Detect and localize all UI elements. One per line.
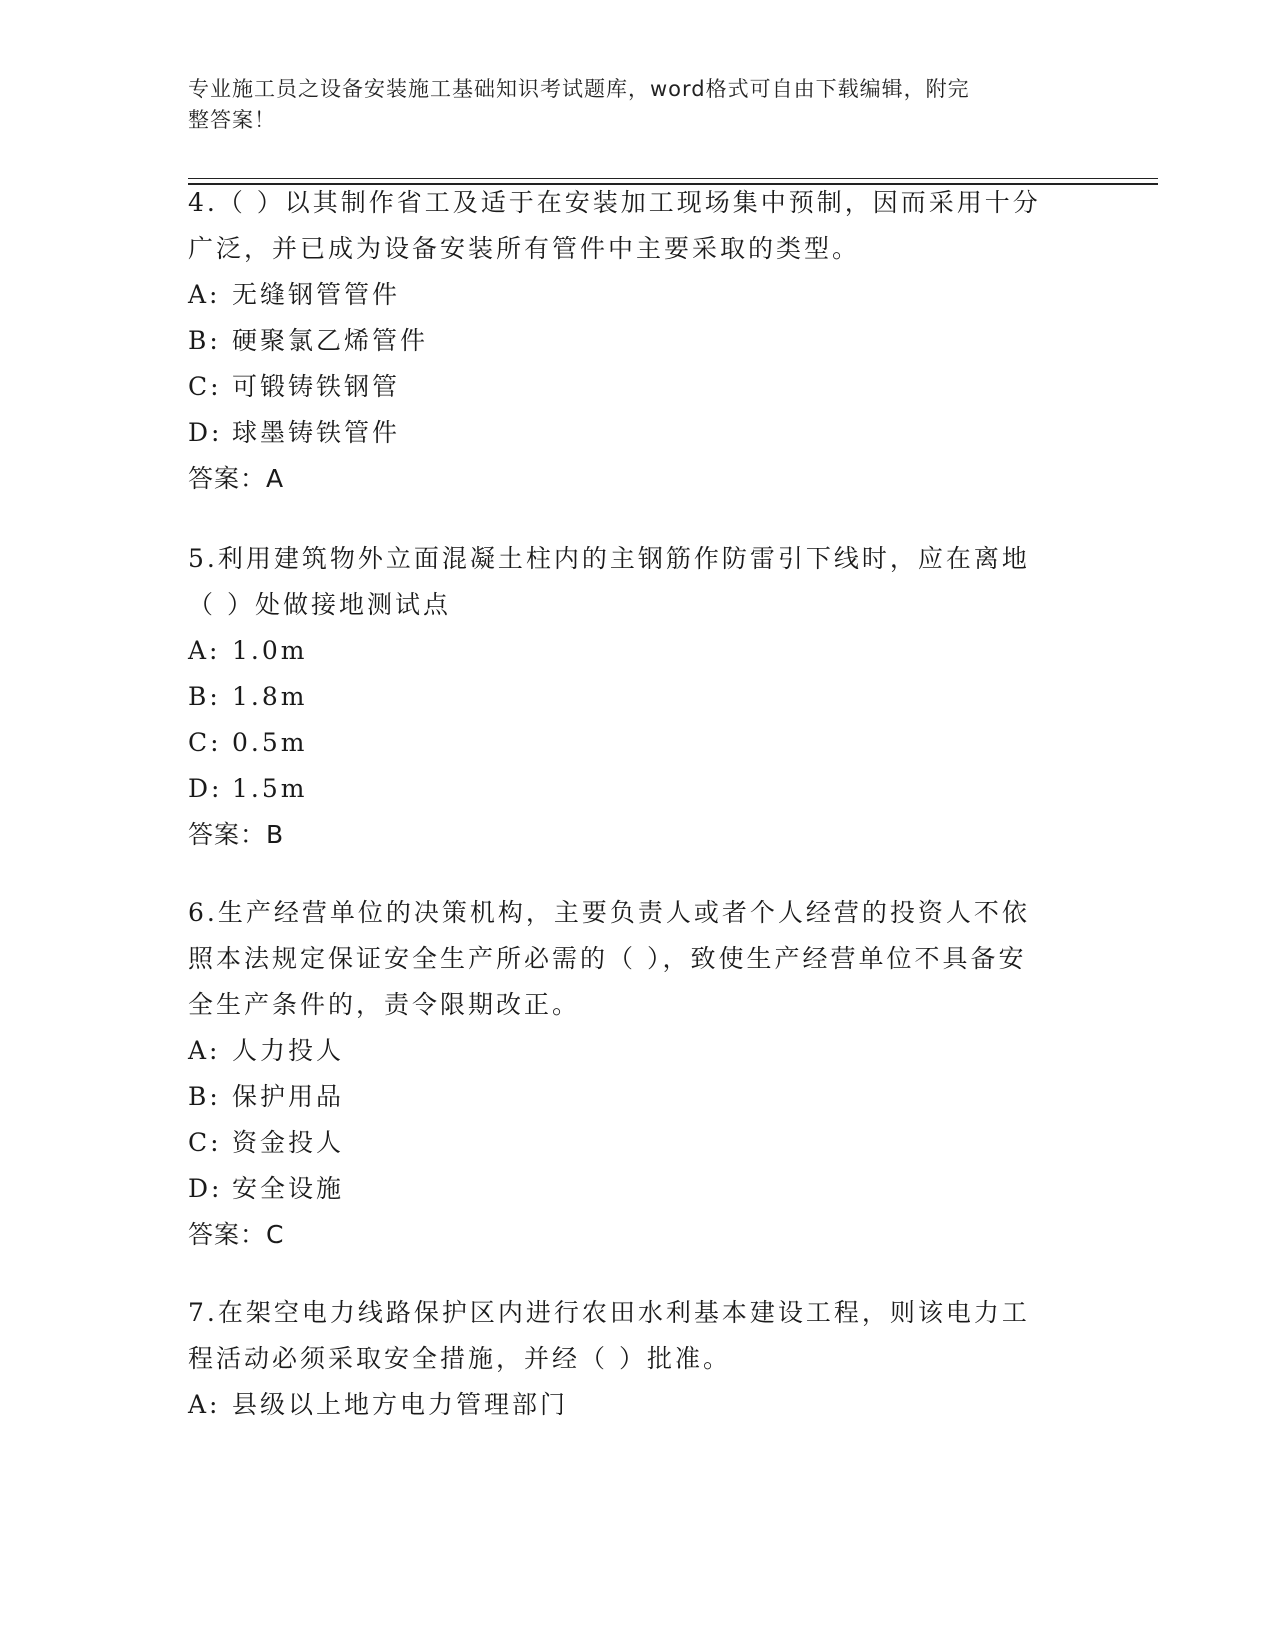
option-text: 保护用品	[232, 1082, 345, 1111]
question-text-line: 7.在架空电力线路保护区内进行农田水利基本建设工程，则该电力工	[188, 1298, 1030, 1327]
answer-label: 答案：	[188, 464, 267, 493]
option-text: 球墨铸铁管件	[232, 418, 401, 447]
option-letter: D:	[188, 418, 223, 447]
question-5	[188, 536, 1088, 858]
option-text: 无缝钢管管件	[232, 280, 401, 309]
option-d	[188, 766, 1088, 812]
question-text-line: 广泛，并已成为设备安装所有管件中主要采取的类型。	[188, 234, 861, 263]
option-text: 0.5m	[232, 728, 308, 757]
answer-value: C	[266, 1220, 285, 1249]
question-text-line: 照本法规定保证安全生产所必需的（ ），致使生产经营单位不具备安	[188, 944, 1027, 973]
question-text-line: 全生产条件的，责令限期改正。	[188, 990, 581, 1019]
option-text: 安全设施	[232, 1174, 345, 1203]
option-letter: D:	[188, 1174, 223, 1203]
option-letter: B:	[188, 682, 221, 711]
option-a	[188, 628, 1088, 674]
question-text-line: 6.生产经营单位的决策机构，主要负责人或者个人经营的投资人不依	[188, 898, 1030, 927]
answer-label: 答案：	[188, 1220, 267, 1249]
option-letter: A:	[188, 280, 221, 309]
option-letter: D:	[188, 774, 223, 803]
option-letter: C:	[188, 728, 222, 757]
header-line-2: 整答案！	[188, 108, 276, 132]
header-divider-thin	[188, 178, 1158, 179]
option-text: 1.8m	[232, 682, 308, 711]
option-c	[188, 364, 1088, 410]
option-letter: A:	[188, 636, 221, 665]
question-4	[188, 180, 1088, 502]
question-7	[188, 1290, 1088, 1428]
option-letter: B:	[188, 326, 221, 355]
answer-value: B	[266, 820, 285, 849]
option-text: 人力投人	[232, 1036, 345, 1065]
document-header	[188, 74, 1068, 136]
option-b	[188, 1074, 1088, 1120]
answer-line	[188, 812, 1088, 858]
answer-line	[188, 456, 1088, 502]
option-letter: A:	[188, 1390, 221, 1419]
answer-label: 答案：	[188, 820, 267, 849]
option-letter: A:	[188, 1036, 221, 1065]
header-line-1: 专业施工员之设备安装施工基础知识考试题库，word格式可自由下载编辑，附完	[188, 77, 970, 101]
question-text-line: 5.利用建筑物外立面混凝土柱内的主钢筋作防雷引下线时，应在离地	[188, 544, 1030, 573]
option-letter: C:	[188, 372, 222, 401]
option-d	[188, 1166, 1088, 1212]
option-text: 1.0m	[232, 636, 308, 665]
option-letter: B:	[188, 1082, 221, 1111]
answer-value: A	[266, 464, 285, 493]
option-a	[188, 272, 1088, 318]
option-b	[188, 674, 1088, 720]
option-d	[188, 410, 1088, 456]
option-text: 可锻铸铁钢管	[232, 372, 401, 401]
option-a	[188, 1028, 1088, 1074]
option-letter: C:	[188, 1128, 222, 1157]
question-6	[188, 890, 1088, 1258]
answer-line	[188, 1212, 1088, 1258]
question-text-line: （ ）处做接地测试点	[188, 590, 451, 619]
question-text-line: 程活动必须采取安全措施，并经（ ）批准。	[188, 1344, 731, 1373]
option-text: 县级以上地方电力管理部门	[232, 1390, 569, 1419]
option-text: 硬聚氯乙烯管件	[232, 326, 429, 355]
option-text: 1.5m	[232, 774, 308, 803]
option-c	[188, 720, 1088, 766]
option-a	[188, 1382, 1088, 1428]
option-c	[188, 1120, 1088, 1166]
question-text-line: 4.（ ）以其制作省工及适于在安装加工现场集中预制，因而采用十分	[188, 188, 1041, 217]
option-text: 资金投人	[232, 1128, 345, 1157]
option-b	[188, 318, 1088, 364]
